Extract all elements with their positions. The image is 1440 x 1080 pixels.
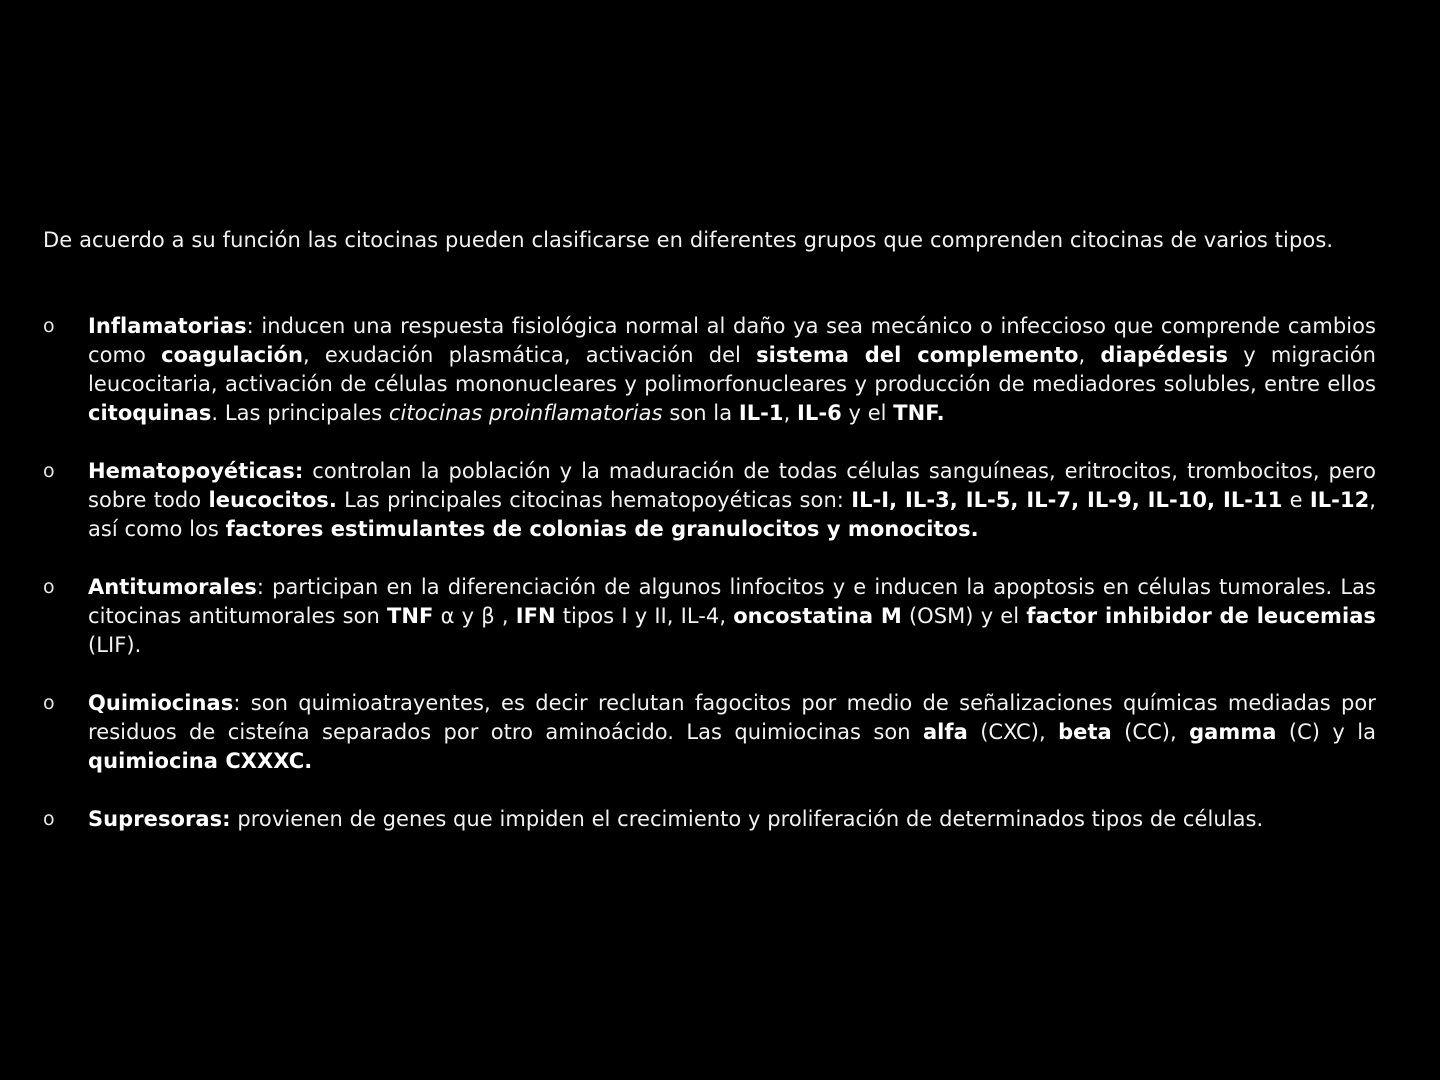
bold-term: IL-1 <box>738 401 784 425</box>
list-item-quimiocinas <box>43 689 1376 776</box>
bullet-icon: o <box>43 315 55 337</box>
text-run: (CC), <box>1111 720 1190 744</box>
bold-term: factor inhibidor de leucemias <box>1026 604 1376 628</box>
bold-term: coagulación <box>161 343 304 367</box>
bold-term: citoquinas <box>88 401 212 425</box>
bold-term: quimiocina CXXXC. <box>88 749 313 773</box>
bold-term: oncostatina M <box>733 604 902 628</box>
intro-paragraph: De acuerdo a su función las citocinas pueden clasificarse en diferentes grupos que comprenden citocinas de varios tipos. <box>43 228 1334 252</box>
text-run: y el <box>841 401 894 425</box>
text-run: e <box>1282 488 1310 512</box>
text-run: son la <box>662 401 739 425</box>
text-run: : participan en la diferenciación de algunos linfocitos y e inducen la apoptosis en células tumorales. Las citocinas antitumorales son <box>88 575 1376 628</box>
cytokine-types-list <box>43 312 1376 834</box>
item-text <box>88 573 1376 660</box>
text-run: , <box>783 401 798 425</box>
text-run: controlan la población y la maduración de todas células sanguíneas, eritrocitos, trombocitos, pero sobre todo <box>88 459 1376 512</box>
bold-term: IFN <box>515 604 556 628</box>
text-run: y migración leucocitaria, activación de células mononucleares y polimorfonucleares y producción de mediadores solubles, entre ellos <box>88 343 1376 396</box>
text-run: : inducen una respuesta fisiológica normal al daño ya sea mecánico o infeccioso que comprende cambios como <box>88 314 1376 367</box>
list-item-supresoras <box>43 805 1376 834</box>
item-text <box>88 805 1376 834</box>
bold-term: gamma <box>1189 720 1277 744</box>
text-run: (CXC), <box>967 720 1059 744</box>
text-run: , exudación plasmática, activación del <box>303 343 757 367</box>
item-text <box>88 457 1376 544</box>
bold-term: TNF. <box>893 401 945 425</box>
bold-term: IL-I, IL-3, IL-5, IL-7, IL-9, IL-10, IL-11 <box>851 488 1283 512</box>
text-run: Las principales citocinas hematopoyéticas son: <box>336 488 852 512</box>
text-run: . Las principales <box>211 401 389 425</box>
list-item-inflamatorias <box>43 312 1376 428</box>
bullet-icon: o <box>43 808 55 830</box>
text-run: tipos I y II, IL-4, <box>555 604 734 628</box>
bullet-icon: o <box>43 692 55 714</box>
bold-term: IL-6 <box>797 401 842 425</box>
bold-term: alfa <box>922 720 968 744</box>
bold-term: beta <box>1058 720 1112 744</box>
text-run: (LIF). <box>88 633 142 657</box>
slide-content <box>43 226 1376 863</box>
bold-term: leucocitos. <box>208 488 337 512</box>
italic-term: citocinas proinflamatorias <box>388 401 663 425</box>
bold-term: factores estimulantes de colonias de granulocitos y monocitos. <box>225 517 979 541</box>
bullet-icon: o <box>43 576 55 598</box>
text-run: α y β , <box>433 604 516 628</box>
list-item-hematopoyeticas <box>43 457 1376 544</box>
text-run: (OSM) y el <box>901 604 1027 628</box>
bold-term: IL-12 <box>1309 488 1370 512</box>
bold-term: Antitumorales <box>88 575 257 599</box>
bold-term: Hematopoyéticas: <box>88 459 304 483</box>
list-item-antitumorales <box>43 573 1376 660</box>
bold-term: Quimiocinas <box>88 691 234 715</box>
text-run: , <box>1078 343 1101 367</box>
text-run: (C) y la <box>1276 720 1376 744</box>
item-text <box>88 312 1376 428</box>
item-text <box>88 689 1376 776</box>
bold-term: Supresoras: <box>88 807 231 831</box>
text-run: provienen de genes que impiden el crecimiento y proliferación de determinados tipos de células. <box>230 807 1264 831</box>
text-run: , así como los <box>88 488 1377 541</box>
bold-term: Inflamatorias <box>88 314 247 338</box>
bold-term: TNF <box>387 604 434 628</box>
bold-term: sistema del complemento <box>756 343 1079 367</box>
text-run: : son quimioatrayentes, es decir reclutan fagocitos por medio de señalizaciones químicas mediadas por residuos de cisteína separados por otro aminoácido. Las quimiocinas son <box>88 691 1376 744</box>
bold-term: diapédesis <box>1100 343 1229 367</box>
bullet-icon: o <box>43 460 55 482</box>
